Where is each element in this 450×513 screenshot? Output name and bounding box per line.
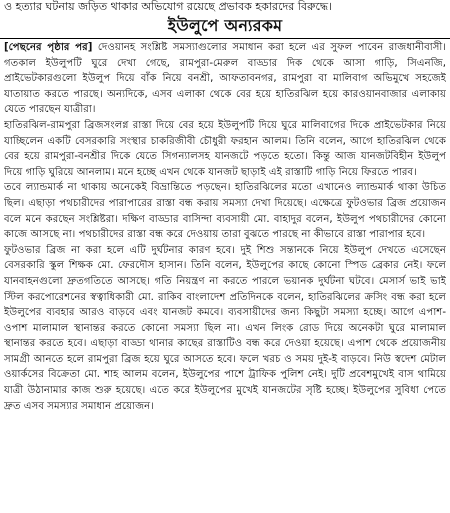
previous-article-fragment: ও হত্যার ঘটনায় জড়িত থাকার অভিযোগ রয়েছে প্রভাবক হকারদের বিরুদ্ধে। [4,0,332,13]
paragraph-1-text: দেওয়ানহ সংশ্লিষ্ট সমস্যাগুলোর সমাধান করা হলে এর সুফল পাবেন রাজধানীবাসী। গতকাল ইউলুপটি ঘুরে দেখা গেছে, রামপুরা-মেরুল বাড্ডার দিক থেকে আসা গাড়ি, সিএনজি, প্রাইভেটকারগুলো ইউলুপ দিয়ে বাঁক নিয়ে বনশ্রী, আফতাবনগর, রামপুরা বা মালিবাগ অভিমুখে সহজেই যাতায়াত করতে পারছে। অন্যদিকে, এসব এলাকা থেকে বের হয়ে হাতিরঝিল হয়ে কারওয়ানবাজার এলাকায় যেতে পারছেন যাত্রীরা। [4,42,446,116]
headline: ইউলুপে অন্যরকম [167,16,283,35]
paragraph-1 [4,40,446,118]
paragraph-4: ফুটওভার ব্রিজ না করা হলে এটি দুর্ঘটনার কারণ হবে। দুই শিশু সন্তানকে নিয়ে ইউলুপ দেখতে এসেছেন বেসরকারি স্কুল শিক্ষক মো. ফেরদৌস হাসান। তিনি বলেন, ইউলুপের কাছে কোনো স্পিড ব্রেকার নেই। ফলে যানবাহনগুলো দ্রুতগতিতে আসছে। গতি নিয়ন্ত্রণ না করতে পারলে ভয়ানক দুর্ঘটনা ঘটবে। মেসার্স ভাই ভাই স্টিল করপোরেশনের স্বত্বাধিকারী মো. রাকিব বাংলাদেশ প্রতিদিনকে বলেন, হাতিরঝিলের ক্রসিং বন্ধ করা হলে ইউলুপের ব্যবহার আরও বাড়বে এবং যানজট কমবে। ব্যবসায়ীদের জন্য কিছুটা সমস্যা হচ্ছে। আগে এপাশ-ওপাশ মালামাল স্থানান্তর করতে কোনো সমস্যা ছিল না। এখন লিংক রোড দিয়ে অনেকটা ঘুরে মালামাল স্থানান্তর করতে হবে। এছাড়া বাড্ডা থানার কাছের রাস্তাটিও বন্ধ করে দেওয়া হয়েছে। এপাশ থেকে প্রয়োজনীয় সামগ্রী আনতে হলে রামপুরা ব্রিজ হয়ে ঘুরে আসতে হবে। ফলে খরচ ও সময় দুই-ই বাড়বে। নিউ স্বদেশ মেটাল ওয়ার্কসের বিক্রেতা মো. শাহ আলম বলেন, ইউলুপের পাশে ট্রাফিক পুলিশ নেই। দুটি প্রবেশমুখেই বাস থামিয়ে যাত্রী উঠানামার কাজ শুরু হয়েছে। এতে করে ইউলুপের মুখেই যানজটের সৃষ্টি হচ্ছে। ইউলুপের সুবিধা পেতে দ্রুত এসব সমস্যার সমাধান প্রয়োজন। [4,244,446,412]
paragraph-3: তবে ল্যান্ডমার্ক না থাকায় অনেকেই বিভ্রান্তিতে পড়ছেন। হাতিরঝিলের মতো এখানেও ল্যান্ডমার্ক থাকা উচিত ছিল। এছাড়া পথচারীদের পারাপারের রাস্তা বন্ধ করায় সমস্যা দেখা দিয়েছে। এক্ষেত্রে ফুটওভার ব্রিজ প্রয়োজন বলে মনে করছেন সংশ্লিষ্টরা। দক্ষিণ বাড্ডার বাসিন্দা ব্যবসায়ী মো. বাহাদুর বলেন, ইউলুপ পথচারীদের কোনো কাজে আসছে না। পথচারীদের রাস্তা বন্ধ করে দেওয়ায় তারা বুঝতে পারছে না কীভাবে রাস্তা পারাপার হবে। [4,182,446,241]
paragraph-2: হাতিরঝিল-রামপুরা ব্রিজসংলগ্ন রাস্তা দিয়ে বের হয়ে ইউলুপটি দিয়ে ঘুরে মালিবাগের দিকে প্রাইভেটকার নিয়ে যাচ্ছিলেন একটি বেসরকারি সংস্থার চাকরিজীবী চৌধুরী ফরহান আলম। তিনি বলেন, আগে হাতিরঝিল থেকে বের হয়ে রামপুরা-বনশ্রীর দিকে যেতে সিগন্যালসহ যানজটে পড়তে হতো। কিন্তু আজ যানজটবিহীন ইউলুপ দিয়ে গাড়ি ঘুরিয়ে আনলাম। মনে হচ্ছে এখন থেকে যানজট ছাড়াই এই রাস্তাটি গাড়ি নিয়ে ফিরতে পারব। [4,119,446,178]
continuation-label: [পেছনের পৃষ্ঠার পর] [4,42,93,53]
headline-divider [0,38,450,39]
article-body [4,40,446,510]
